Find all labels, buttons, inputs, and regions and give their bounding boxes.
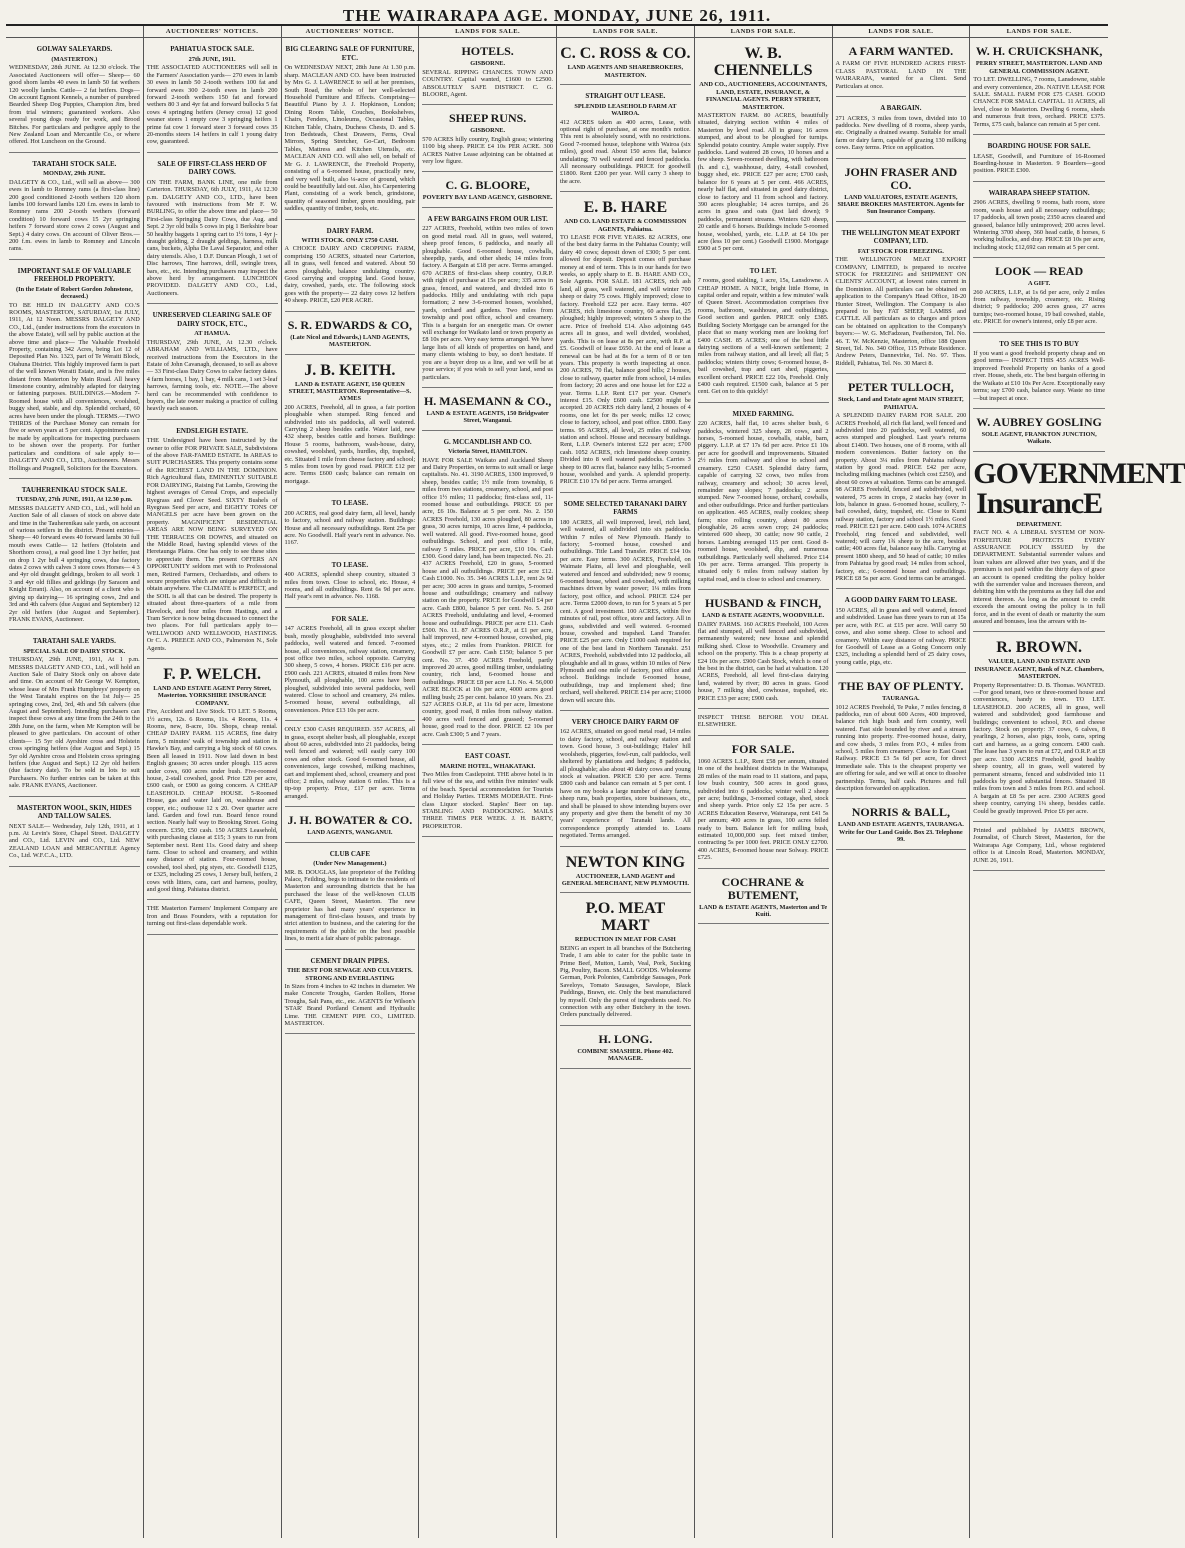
ad-title: A FEW BARGAINS FROM OUR LIST.	[427, 214, 548, 223]
ad-title: H. MASEMANN & CO.,	[423, 393, 552, 408]
advertisement	[836, 162, 967, 222]
ad-subtitle: TUESDAY, 27th JUNE, 1911, At 12.30 p.m.	[16, 496, 133, 504]
ad-title: R. BROWN.	[996, 639, 1083, 657]
column-header: AUCTIONEERS' NOTICES.	[144, 26, 281, 38]
ad-title: CEMENT DRAIN PIPES.	[310, 956, 390, 965]
advertisement	[836, 100, 967, 159]
ad-body: THE Undersigned have been instructed by the owner to offer FOR PRIVATE SALE, Subdivisions of the above FAR-FAMED ESTATE. In AREAS to SUIT PURCHASERS. This property contains some of the RICHEST LAND IN THE DOMINION. Rich Agricultural flats, EMINENTLY SUITABLE FOR DAIRYING, Raising Fat Lambs, Growing the highest averages of Cereal Crops, and especially Ryegrass and Clover Seed. SIXTY Bushels of Ryegrass Seed per acre, and EIGHTY TONS OF MANGELS per acre have been grown on the property. MAGNIFICENT RESIDENTIAL AREAS ARE NOW BEING SURVEYED ON THE TERRACES OR DOWNS, and situated on the Middle Road, having splendid views of the Heretaunga Plains. One has only to see these sites to appreciate them. The present OFFERS AN OPPORTUNITY seldom met with to Professional men, Retired Farmers, Orchardists, and others to secure properties which are unique and difficult to obtain anywhere. The CLIMATE is PERFECT, and the SOIL is all that can be desired. The property is situated about three-quarters of a mile from Havelock, and four miles from Hastings, and a Tram Service is now being discussed to connect the two places. For full particulars apply to— WELLWOOD AND WELLWOOD, HASTINGS. Or C. A. PREECE AND CO., Palmerston N., Sole Agents.	[146, 437, 278, 652]
advertisement	[147, 41, 278, 152]
ad-body: 2906 ACRES, dwelling 9 rooms, bath room, store room, wash house and all necessary outbuildings; 17 paddocks, all town posts; 2350 acres cleared and grassed, balance hilly unimproved; 200 acres level. Wintering 3700 sheep, 360 head cattle, 8 horses, 6 working bullocks, and dray. PRICE £8 10s per acre, including stock; £12,692 can remain at 5 per cent.	[973, 199, 1105, 251]
advertisement	[973, 138, 1105, 182]
ad-title: TO LEASE.	[331, 560, 369, 569]
ad-title: ENDSLEIGH ESTATE.	[176, 426, 248, 435]
ad-subtitle: AT HAMUA.	[194, 330, 231, 338]
ad-title: C. G. BLOORE,	[445, 178, 530, 193]
advertisement	[422, 211, 553, 388]
ad-body: 271 ACRES, 3 miles from town, divided into 10 paddocks. New dwelling of 8 rooms, sheep yards, etc. Originally a drained swamp. Suitable for small farm or dairy farm, capable of grazing 130 milking cows. Easy terms. Price on application.	[835, 114, 967, 152]
ad-body: LEASE, Goodwill, and Furniture of 16-Roomed Boarding-house in Masterton. 9 Boarders—good position. PRICE £300.	[973, 152, 1105, 175]
ad-body: 1012 ACRES Freehold, Te Puke, 7 miles fencing, 8 paddocks, run of about 600 Acres, 400 improved, balance rich high bush and fern country, well watered. Fast side bounded by river and a stream running into property. Five-roomed house, dairy, and cow sheds, 3 miles from P.O., 4 miles from school, 5 miles from creamery. Close to East Coast Railway. PRICE £3 5s 6d per acre, for direct immediate sale. This is the cheapest property we are offering for sale, and we will at once to dissolve partnership. Terms, half cash. Pictures and full description forwarded on application.	[835, 703, 967, 793]
ad-subtitle: SOLE AGENT, FRANKTON JUNCTION, Waikato.	[981, 430, 1097, 446]
ad-title: FOR SALE.	[731, 741, 795, 756]
advertisement	[973, 41, 1105, 135]
ad-title: H. LONG.	[598, 1031, 653, 1046]
advertisement	[422, 434, 553, 745]
ad-subtitle: AND CO. LAND ESTATE & COMMISSION AGENTS, Pahiatua.	[564, 218, 687, 233]
advertisement	[698, 712, 829, 736]
ad-body: ON THE FARM, BANK LINE, one mile from Carterton. THURSDAY, 6th JULY, 1911, At 12.30 p.m. DALGETY AND CO., LTD., have been favoured with instructions from Mr F. W. BURLING, to offer the above time and place— 50 First-class Springing Dairy Cows, due Aug. and Sept. 2 3yr old bulls 5 cows in pig 1 Berkshire boar 50 healthy baggets 1 spring cart to 1½ tons, 1 4yr j-draught gelding, 2 draught geldings, harness, milk cans, buckets, Alpha De Laval Separator, and other dairy utensils. Also, 1 D.F. Duncan Plough, 1 set of Disc harrows, Tine harrows, drill, swingle trees, bars, etc., etc. Intending purchasers may inspect the above herd by arrangement. LUNCHEON PROVIDED. DALGETY AND CO., Ltd., Auctioneers.	[146, 178, 278, 297]
advertisement	[147, 662, 278, 900]
ad-title: S. R. EDWARDS & CO,	[287, 317, 413, 332]
advertisement	[285, 223, 416, 312]
ad-title: GOLWAY SALEYARDS.	[36, 45, 113, 54]
advertisement	[698, 739, 829, 869]
ad-subtitle: LAND AGENTS AND SHAREBROKERS, MASTERTON.	[567, 64, 684, 79]
advertisement	[285, 315, 416, 355]
ad-subtitle: (MASTERTON.)	[51, 55, 98, 63]
advertisement	[285, 611, 416, 721]
advertisement	[560, 896, 691, 1025]
ad-title: UNRESERVED CLEARING SALE OF DAIRY STOCK, ETC.,	[152, 311, 272, 328]
advertisement	[9, 41, 140, 152]
ad-title: TO LEASE.	[331, 499, 369, 508]
ad-body: 1060 ACRES L.I.P., Rent £58 per annum, situated in one of the healthiest districts in the Wairarapa, 28 miles of the main road to 11 stations, and papa, low bush country, 500 acres in good grass, subdivided into 6 paddocks; winter well 2 sheep per acre; buildings, 3-roomed cottage, shed, stock and sheep yards. Price only £2 15s per acre. 5 ACRES Education Reserve, Wairarapa, rent £41 5s per annum; 400 acres in grass, 100 acres felled ready to burn. Balance left for milling bush, estimated 10,000,000 sup. feet mixed timber, contracting 5s per 1000 feet. PRICE ONLY £2700. 400 ACRES, 8-roomed house near Solway. PRICE £725.	[697, 757, 829, 862]
ad-subtitle: A GIFT.	[1027, 280, 1051, 288]
ad-body: WEDNESDAY, 28th JUNE. At 12.30 o'clock. The Associated Auctioneers will offer— Sheep— 60 good shorn lambs 40 ewes in lamb 50 fat wethers 120 woolly lambs. Cattle— 2 fat heifers. Dogs— On account Egmont Kennels, a number of purebred Bearded Sheep Dog Puppies, Champion Jim, bred from trial winners; guaranteed workers. Also several young dogs ready for work, and Brood Bitches. For particulars and pedigree apply to the New Zealand Loan and Mercantile Co., or where offered. Hot Luncheon on the Ground.	[9, 64, 140, 146]
ad-body: DALGETY & CO., Ltd., will sell as above— 300 ewes in lamb to Romney rams (a first-class line) 200 good conditioned 2-tooth wethers 120 shorn lambs 100 forward lambs 120 f.m. ewes in lamb to Romney rams 200 2-tooth wethers (forward condition) 10 forward cows 15 2yr springing heifers 7 forward store cows 2 cows (August and Sept.) 4 dairy cows. On account of Oliver Bros.— 200 f.m. ewes in lamb to Romney and Lincoln rams.	[9, 178, 140, 253]
advertisement	[560, 195, 691, 493]
advertisement	[422, 175, 553, 207]
ad-body: INSPECT THESE BEFORE YOU DEAL ELSEWHERE.	[697, 714, 829, 729]
ad-title: HUSBAND & FINCH,	[704, 596, 822, 611]
ad-body: DAIRY FARMS. 160 ACRES Freehold, 100 Acres flat and stumped, all well fenced and subdivided, permanently watered; new house and splendid milking shed. Close to Woodville. Creamery and school on the property. This is a cheap property at £24 10s per acre. £900 Cash Stock, which is one of the best in the district, can be had at valuation. 120 ACRES, Freehold, all level first-class dairying land, watered by river; 80 acres in grass. Good house, 7 milking shed, cowhouse, trapshed, etc. PRICE £33 per acre; £900 cash.	[697, 620, 829, 702]
ad-title: COCHRANE & BUTEMENT,	[721, 874, 805, 902]
advertisement	[698, 872, 829, 925]
ad-body: TO LET. DWELLING, 7 rooms, Lansdowne, stable and every convenience, 20s. NATIVE LEASE FOR SALE. SMALL FARM FOR £75 CASH. GOOD CHANCE FOR SMALL CAPITAL. 11 ACRES, all level, close to Masterton. Dwelling 6 rooms, sheds and numerous fruit trees, orchard. PRICE £375. Terms, £75 cash, balance can remain at 5 per cent.	[973, 76, 1105, 128]
ad-subtitle: AUCTIONEER, LAND AGENT and GENERAL MERCHANT, NEW PLYMOUTH.	[561, 872, 689, 887]
ad-title: GOVERNMENT InsurancE	[973, 456, 1185, 520]
ad-body: 412 ACRES taken as 400 acres, Lease, with optional right of purchase, at one month's notice. This rent is absolutely sound, with no restrictions. Good 7-roomed house, telephone with Wairoa (six miles), good road. About 150 acres flat, balance undulating; 70 well watered and fenced paddocks. All necessary outbuildings. PRICE for goodwill £1800. Rent £200 per year. Will carry 3 sheep to the acre.	[560, 118, 691, 185]
ad-title: MASTERTON WOOL, SKIN, HIDES AND TALLOW SALES.	[16, 803, 132, 821]
advertisement	[9, 800, 140, 867]
advertisement	[698, 263, 829, 403]
advertisement	[560, 850, 691, 894]
ad-title: HOTELS.	[461, 44, 514, 59]
ad-title: THE BAY OF PLENTY.	[838, 679, 964, 694]
advertisement	[560, 88, 691, 192]
ad-title: A GOOD DAIRY FARM TO LEASE.	[844, 596, 958, 605]
advertisement	[285, 495, 416, 554]
ad-title: IMPORTANT SALE OF VALUABLE FREEHOLD PROPERTY.	[17, 266, 132, 284]
column-5	[557, 26, 695, 1538]
ad-body: Property Representative: D. B. Thomas. WANTED.—For good tenant, two or three-roomed house and conveniences, handy to town. TO LET. LEASEHOLD. 200 ACRES, all in grass, well watered and subdivided; good farmhouse and buildings; convenient to school, P.O. and cheese factory. Stock on property: 37 cows, 6 calves, 8 yearlings, 2 horses, also pigs, tools, cans, spring cart and harness, as a going concern. £400 cash. The lease has 3 years to run at £72, and O.R.P. at £8 per acre. 1300 ACRES Freehold, good healthy sheep country, all in grass, well watered by permanent streams, fenced and subdivided into 11 paddocks by good substantial fences. Situated 18 miles from town and 3 miles from P.O. and school. A bargain at £8 5s per acre. 2300 ACRES good sheep country, carrying 1¼ sheep, besides cattle. Could be greatly improved. Price £6 per acre.	[973, 681, 1105, 815]
advertisement	[285, 41, 416, 219]
ad-body: 180 ACRES, all well improved, level, rich land, well watered, all subdivided into six paddocks. Within 7 miles of New Plymouth. Handy to factory; 5-roomed house, cowshed and outbuildings. Title Land Transfer. PRICE £14 10s per acre. Easy terms. 300 ACRES, Freehold, on Waimate Plains, all level and ploughable, well watered and fenced and subdivided; new 9 rooms; 6-roomed house, wheel and cowshed, with milking machines driven by water power; 1¼ miles from factory, post office, and school. PRICE £24 per acre. Terms £2000 down, to run for 5 years at 5 per cent. A good investment. 100 ACRES, within five minutes of rail, post office, store and factory. All in grass, subdivided and well watered. 6-roomed house, cowshed and trapshed. Land Transfer. PRICE £25 per acre. Only £1000 cash required for one of the best land in Northern Taranaki. 251 ACRES, Freehold, subdivided into 12 paddocks, all ploughable and all in grass, within 10 miles of New Plymouth and one mile of factory, post office and school. Buildings include 6-roomed house, outbuildings, trap and implement shed; fine orchard, well sheltered. PRICE £14 per acre; £1000 down will secure this.	[560, 518, 691, 704]
column-4	[419, 26, 557, 1538]
ad-title: G. MCCANDLISH AND CO.	[443, 437, 532, 446]
ad-body: 162 ACRES, situated on good metal road, 14 miles to dairy factory, school, and railway station and town. Good house, 3 out-buildings; Hales' hill woolsheds, piggeries, fowl-run, calf paddocks, well sheltered by plantations and hedges; 8 paddocks, all ploughable; also about 40 dairy cows and young stock at valuation. PRICE £30 per acre. Terms £800 cash and balance can remain at 5 per cent. I have on my books a large number of dairy farms, sheep runs, bush properties, store businesses, etc., and shall be pleased to show intending buyers over any property and give them the benefit of my 30 years' experience of Taranaki lands. All correspondence promptly attended to. Loans negotiated. Terms arranged.	[560, 728, 691, 840]
ad-body: 147 ACRES Freehold, all in grass except shelter bush, mostly ploughable, subdivided into several paddocks, well watered and fenced. 7-roomed house, all conveniences, railway station, creamery, post office two miles, school opposite. Carrying 300 sheep, 5 cows, 4 horses. PRICE £16 per acre. £900 cash. 221 ACRES, situated 8 miles from New Plymouth, all ploughable, 100 acres have been ploughed, subdivided into several paddocks, well watered. Close to school and creamery, 2¼ miles. 5-roomed house, several outbuildings, all conveniences. Price £13 10s per acre.	[284, 625, 416, 714]
ad-title: J. H. BOWATER & CO.	[287, 813, 413, 828]
ad-title: W. H. CRUICKSHANK,	[975, 44, 1103, 59]
advertisement	[285, 846, 416, 950]
ad-title: VERY CHOICE DAIRY FARM OF	[571, 717, 680, 726]
column-header: LANDS FOR SALE.	[970, 26, 1108, 38]
column-8	[970, 26, 1185, 1538]
ad-subtitle: LAND AGENTS, WANGANUI.	[307, 829, 393, 837]
ad-body: 570 ACRES hilly country, English grass; wintering 1100 big sheep. PRICE £4 10s PER ACRE. 300 ACRES Native Lease adjoining can be obtained at very low figure.	[422, 135, 553, 166]
advertisement	[836, 377, 967, 589]
ad-subtitle: PERRY STREET, MASTERTON. LAND AND GENERAL COMMISSION AGENT.	[975, 60, 1103, 75]
ad-body: A FARM OF FIVE HUNDRED ACRES FIRST-CLASS PASTORAL LAND IN THE WAIRARAPA, wanted for a Client. Send Particulars at once.	[835, 60, 967, 90]
advertisement	[560, 1029, 691, 1069]
ad-title: C. C. ROSS & CO.	[560, 45, 691, 63]
ad-body: HAVE FOR SALE Waikato and Auckland Sheep and Dairy Properties, on terms to suit small or large capitalists. No. 41. 3190 ACRES, 1300 improved, 9 sheep, besides cattle; 1½ mile from township, 6 miles from two stations, creamery, school, and post office 1½ miles; 11 paddocks; first-class soil, 11-roomed house and outbuildings. PRICE £6 per acre, £6 10s. Balance at 5 per cent. No. 2. 150 ACRES Freehold, 130 acres ploughed, 80 acres in grass, 30 acres turnips, 10 acres lime, 4 paddocks, well watered. All good. Five-roomed house, good outbuildings. School, and post office 1 mile, railway 5 miles. PRICE per acre, £10 10s. Cash £300. Good dairy land, has been inspected. No. 21. 437 ACRES Freehold, £20 in grass, 5-roomed house and all outbuildings. PRICE per acre £12. Cash £1000. No. 35. 346 ACRES L.I.P., rent 2s 9d per acre; 300 acres in grass and turnips, 5-roomed house and outbuildings; creamery and railway station on the property. PRICE for Goodwill £4 per acre. Cash £800, balance 5 per cent. No. 5. 260 ACRES Freehold, undulating and level, 4-roomed house and outbuildings. PRICE per acre £11. Cash £500. No. 11. 87 ACRES O.R.P., at £1 per acre, half improved, new 4-roomed house, cowshed, pig styes, etc.; 2 miles from Frankton. PRICE for Goodwill £7 per acre. Cash £150; balance 5 per cent. No. 37. 450 ACRES Freehold, partly improved 20 acres, good milling timber, undulating country, rich land, 6-roomed house and outbuildings. PRICE £8 per acre L.I. No. 4. 56,000 ACRE BLOCK at 10s per acre, 4000 acres good milling bush; 25 per cent. balance 10 years. No. 23. 527 ACRES O.R.P., at 11s 6d per acre, limestone country, good road, 8 miles from railway station. 400 acres well fenced and grassed; 5-roomed house, good road to the door. PRICE £2 10s per acre. Cash £300; 5 and 7 years.	[422, 456, 553, 738]
ad-body: THE Masterton Farmers' Implement Company are Iron and Brass Founders, with a reputation for turning out first-class dependable work.	[146, 905, 278, 928]
advertisement	[973, 455, 1185, 633]
advertisement	[973, 185, 1105, 258]
column-1	[6, 26, 144, 1538]
column-header: LANDS FOR SALE.	[419, 26, 556, 38]
ad-subtitle: LAND & ESTATE AGENTS, WOODVILLE.	[702, 612, 825, 620]
ad-body: Two Miles from Castlepoint. THE above hotel is in full view of the sea, and within five minutes' walk of the beach. Special accommodation for Tourists and Holiday Parties. TERMS MODERATE. First-class Liquor stocked. Staples' Beer on tap. STABLING AND PADDOCKING. MAILS THREE TIMES PER WEEK. J. H. BARTY, PROPRIETOR.	[422, 770, 553, 830]
ad-body: If you want a good freehold property cheap and on good terms— INSPECT THIS 455 ACRES Well-improved Freehold Property on banks of a good river. House, sheds, etc. The best bargain offering in the Waikato at £10 10s Per Acre. Exceptionally easy terms; say £700 cash, balance easy. Waste no time—but inspect at once.	[973, 350, 1105, 402]
ad-title: W. B. CHENNELLS	[713, 45, 813, 80]
advertisement	[9, 482, 140, 630]
ad-subtitle: MONDAY, 29th JUNE.	[43, 170, 106, 178]
ad-title: CLUB CAFE	[329, 849, 370, 858]
column-6	[695, 26, 833, 1538]
advertisement	[9, 156, 140, 260]
ad-body: 260 ACRES, L.I.P., at 1s 6d per acre, only 2 miles from railway, township, creamery, etc. Rising district; 9 paddocks; 200 acres grass, 27 acres turnips; two-roomed house, 19 bail cowshed, stable, etc. PRICE for owner's interest, only £8 per acre.	[973, 288, 1105, 326]
ad-title: SALE OF FIRST-CLASS HERD OF DAIRY COWS.	[157, 159, 267, 177]
ad-subtitle: LAND AND ESTATE AGENTS, TAURANGA. Write for Our Land Guide. Box 23. Telephone 99.	[837, 821, 964, 844]
advertisement	[147, 903, 278, 934]
ad-body: 7 rooms, good stabling, 1 acre, 15s, Lansdowne. A CHEAP HOME. A NICE, bright little Home, in capital order and repair, within a few minutes' walk of Queen Street. Accommodation comprises five rooms, bathroom, washhouse, and outbuildings. Good section and garden. PRICE only £385. Building Society Mortgage can be arranged for the place that so many working men are looking for! £400 CASH. 85 ACRES; one of the best little dairying sections of a well-known settlement; 2 miles from railway station, and all level; all flat; 5 paddocks; winters thirty cows; 6-roomed house, 8-bail cowshed, trap and cart shed, piggeries, excellent orchard. PRICE £22 10s, Freehold. Only £400 cash required. £1500 cash, balance at 5 per cent. Get on to this quickly!	[697, 277, 829, 396]
columns	[6, 26, 1185, 1538]
advertisement	[560, 496, 691, 711]
column-header	[6, 26, 143, 38]
ad-body: SEVERAL RIPPING CHANCES. TOWN AND COUNTRY. Capital wanted, £1600 to £2500. ABSOLUTELY SAFE DISTRICT. C. G. BLOORE, Agent.	[422, 68, 553, 99]
ad-body: BEING an expert in all branches of the Butchering Trade, I am able to cater for the public taste in Prime Beef, Mutton, Lamb, Veal, Pork, Sucking Pig, Poultry, Bacon. SMALL GOODS. Wholesome German, Pork Polonies, Cambridge Sausages, Pork Saveloys, Tomato Sausages, Savalope, Black Puddings, Brawn, etc. Only the best manufactured by myself. Only the purest of ingredients used. No connection with any other Butchery in the town. Orders punctually delivered.	[560, 944, 691, 1019]
ad-subtitle: LAND & ESTATE AGENT, 150 QUEEN STREET, MASTERTON. Representative—S. AYMES	[288, 380, 412, 403]
ad-title: P.O. MEAT MART	[585, 900, 666, 935]
ad-body: THURSDAY, 29th JUNE, At 12.30 o'clock. ABRAHAM AND WILLIAMS, LTD., have received instructions from the Executors in the Estate of John Cavanagh, deceased, to sell as above— 33 First-class Dairy Cows to calve factory dates. 4 farm horses, 1 bay, 1 bay, 4 milk cans, 1 set 3-leaf harrows, farming tools, etc. NOTE.—The above herd can be recommended with confidence to buyers, the late owner making a practice of culling heavily each season.	[146, 338, 278, 413]
ad-body: 227 ACRES, Freehold, within two miles of town on good metal road. All in grass, well watered, sheep proof fences, 6 paddocks, and nearly all ploughable. Good 6-roomed house, cowballs, sheepdip, yards, and other sheds; 14 miles from factory. A Bargain at £18 per acre. Terms arranged. 670 ACRES of first-class sheep country, O.R.P. with right of purchase at 15s per acre; 335 acres in grass, fenced, and watered, and divided into 6 paddocks. Hilly and undulating with rich papa formation; 2 new 3-6-roomed houses, woolshed, yards, orchard and gardens. Two miles from township and post office, school and creamery. This is a bargain for an energetic man. Or owner will exchange for Waikato land or town property as £8 10s per acre. Very easy terms arranged. We have large lists of all kinds of properties on hand, and many clients wishing to buy, so don't hesitate. If you are a buyer drop us a line, and we will be at your service; if you wish to sell your land, send us particulars.	[422, 225, 553, 381]
ad-title: FOR SALE.	[331, 614, 369, 623]
advertisement	[9, 633, 140, 796]
ad-title: NORRIS & BALL,	[851, 805, 951, 820]
ad-body: THE ASSOCIATED AUCTIONEERS will sell in the Farmers' Association yards— 270 ewes in lamb 30 ewes in lamb 50 2-tooth wethers 100 fat and forward ewes 300 2-tooth ewes in lamb 200 forward 2-tooth wethers 150 fat and forward wethers 80 3 and 4yr fat and forward bullocks 5 fat cows 4 springing heifers (Jersey cross) 12 good weaner steers 1 empty cow 3 springing heifers 1 prime fat cow 1 forward steer 3 forward cows 35 20-months steers 14 heifers in calf 1 young dairy cow, guaranteed.	[146, 64, 278, 146]
advertisement	[973, 825, 1105, 871]
advertisement	[836, 592, 967, 673]
ad-body: 200 ACRES, real good dairy farm, all level, handy to factory, school and railway station. Buildings: House and all necessary outbuildings. Rent 25s per acre. No Goodwill. Half year's rent in advance. No. 1167.	[284, 509, 416, 547]
ad-body: Fire, Accident and Live Stock. TO LET. 5 Rooms, 1½ acres, 12s. 6 Rooms, 11s. 4 Rooms, 11s. 4 Rooms, new, 8-acre, 10s. Shops, cheap rental. CHEAP DAIRY FARM. 115 ACRES, fine dairy farm, 5 minutes' walk of township and station in Hawke's Bay, and carrying a big stock of 60 cows. Been all leased in 1911. Now laid down in best English grasses; 30 acres under plough. 115 acres under cows, 600 acres under bush. Five-roomed house, 2-stall cowshed, good. Price £20 per acre, £600 cash, or £900 as going concern. A CHEAP LEASEHOLD. CHEAP HOUSE. 5-Roomed House, gas and water laid on, washhouse and copper, etc.; outhouse 12 x 20. Over quarter acre land. Garden and fowl run. Board fence round section. Nearly half way to Brooking Street. Going concern. £350, £50 cash. 150 ACRES Leasehold, with purchasing clause at £15; 3 years to run from September next. Rent 11s. Good dairy and sheep farm. Close to school and creamery, and within easy distance of station. Four-roomed house, cowshed, tool shed, pig styes, etc. Goodwill £125, or £325, including 25 cows, 1 Jersey bull, heifers, 2 cows with litters, cans, cart and harness, poultry, and good thing. Pahiatua district.	[146, 708, 278, 893]
advertisement	[698, 406, 829, 590]
ad-title: BIG CLEARING SALE OF FURNITURE, ETC.	[285, 45, 415, 62]
ad-title: JOHN FRASER AND CO.	[844, 164, 958, 192]
masthead: THE WAIRARAPA AGE. MONDAY, JUNE 26, 1911.	[6, 4, 1108, 26]
ad-title: TARATAHI STOCK SALE.	[32, 159, 117, 168]
ad-body: NEXT SALE— Wednesday, July 12th, 1911, at 1 p.m. At Levin's Store, Chapel Street. DALGETY and CO., Ltd. LEVIN and CO., Ltd. NEW ZEALAND LOAN and MERCANTILE Agency Co., Ltd. W.F.C.A., LTD.	[9, 822, 140, 860]
ad-subtitle: THE BEST FOR SEWAGE AND CULVERTS. STRONG AND EVERLASTING	[286, 967, 413, 982]
ad-title: J. B. KEITH.	[304, 361, 396, 379]
ad-title: F. P. WELCH.	[163, 666, 261, 684]
ad-title: TO LET.	[749, 266, 777, 275]
ad-body: 220 ACRES, half flat, 10 acres shelter bush, 6 paddocks, wintered 325 sheep, 28 cows, and 2 horses, 5-roomed house, cowballs, stable, barn, piggery. L.I.P. at £7 17s 6d per acre. Price £1 10s per acre for goodwill and improvements. Situated 2½ miles from railway and close to school and creamery. £250 CASH. Splendid dairy farm, capable of carrying 32 cows, two miles from railway, creamery and school; 30 acres level, remainder easy slopes; 7 paddocks; 2 acres stumped. New 7-roomed house, orchard, cowballs, and other outbuildings. Price and further particulars on application. 465 ACRES, really cookies; sheep farm; nice rolling country, about 80 acres ploughable, 26 acres sown crop; 24 paddocks; wintered 600 sheep, 30 cattle; now 90 cattle, 2 horses. Lambing averaged 115 per cent. Good 8-roomed house, woolshed, dip, and numerous outbuildings. Particularly well sheltered. Price £14 10s per acre. Terms arranged. This property is situated only 6 miles from railway station by capital road, and is close to school and creamery.	[697, 420, 829, 583]
ad-body: 400 ACRES, splendid sheep country, situated 3 miles from town. Close to school, etc. House, 4 rooms, and all outbuildings. Rent 6s 9d per acre. Half year's rent in advance. No. 1168.	[284, 571, 416, 601]
ad-subtitle: LAND VALUATORS, ESTATE AGENTS, SHARE BROKERS MASTERTON. Agents for Sun Insurance Company.	[837, 193, 965, 216]
ad-title: BOARDING HOUSE FOR SALE.	[987, 142, 1091, 151]
ad-subtitle: Stock, Land and Estate agent MAIN STREET, PAHIATUA.	[838, 396, 964, 411]
ad-body: Printed and published by JAMES BROWN, Journalist, of Church Street, Masterton, for the Wairarapa Age Company, Ltd., whose registered office is at Lincoln Road, Masterton. MONDAY, JUNE 26, 1911.	[973, 826, 1105, 864]
ad-title: SOME SELECTED TARANAKI DAIRY FARMS	[563, 499, 688, 517]
advertisement	[698, 41, 829, 259]
ad-subtitle: (In the Estate of Robert Gordon Johnstone, deceased.)	[16, 285, 133, 301]
advertisement	[422, 748, 553, 837]
ad-subtitle: (Late Nicol and Edwards,) LAND AGENTS, MASTERTON.	[290, 333, 410, 349]
advertisement	[285, 358, 416, 493]
advertisement	[422, 391, 553, 431]
ad-body: 150 ACRES, all in grass and well watered, fenced and subdivided. Lease has three years to run at 15s per acre, with P.C. at £15 per acre. Will carry 50 cows, and also some sheep. Close to school and creamery. Within easy distance of railway. PRICE for Goodwill of Lease as a Going Concern only £325, including a splendid herd of 25 dairy cows, young cattle, pigs, etc.	[835, 606, 967, 666]
column-header: LANDS FOR SALE.	[833, 26, 970, 38]
advertisement	[973, 635, 1105, 822]
ad-subtitle: WITH STOCK. ONLY £750 CASH.	[301, 237, 399, 245]
advertisement	[973, 261, 1105, 332]
ad-body: FACT NO. 4. A LIBERAL SYSTEM OF NON-FORFEITURE PROTECTS EVERY ASSURANCE POLICY ISSUED by the DEPARTMENT. Substantial surrender values and loan values are allowed after two years, and if the premium is not paid within the thirty days of grace an account is opened crediting the policy holder with the surrender value and increases thereon, and debiting him with the premiums as they fall due and interest thereon. As long as the amount to credit exceeds the amount owing the policy is in full force, and in the event of death or maturity the sum assured and bonuses, less the arrears with in-	[973, 529, 1105, 625]
ad-subtitle: VALUER, LAND AND ESTATE AND INSURANCE AGENT, Bank of N.Z. Chambers, MASTERTON.	[974, 658, 1104, 681]
ad-subtitle: REDUCTION IN MEAT FOR CASH	[574, 936, 676, 944]
advertisement	[422, 41, 553, 105]
ad-body: THE WELLINGTON MEAT EXPORT COMPANY, LIMITED, is prepared to receive STOCK for FREEZING and SHIPMENT ON CLIENTS' ACCOUNT, at lowest rates current in the Dominion. All particulars can be obtained on application to the Company's Head Office, 18-20 Hunter Street, Wellington. The Company is also prepared to buy FAT SHEEP, LAMBS and CATTLE. All particulars as to charges and prices can be obtained on application to the Company's buyers:— W. G. McFadzean, Featherston, Tel. No. 46. T. W. McKenzie, Masterton, office 188 Queen Street, Tel. No. 340 Office, 115 Private Residence. Andrew Peters, Dannevirke, Tel. No. 97. Thos. Riddell, Pahiatua, Tel. No. 30 Marci 8.	[835, 256, 967, 367]
ad-body: A SPLENDID DAIRY FARM FOR SALE. 200 ACRES Freehold, all rich flat land, well fenced and subdivided into 20 paddocks, well watered, 60 acres stumped and ploughed. Last year's returns about £1400. Two houses, one of 8 rooms, with all modern conveniences. Butter factory on the property. About 3¼ miles from Pahiatua railway station by good road. PRICE £42 per acre, including milking machines (which cost £250), and about 60 cows at valuation. Terms can be arranged. 98 ACRES Freehold, fenced and subdivided, well watered, 75 acres in crops, 2 stacks hay (over in lots, balance in grass. 6-roomed house, scullery, 7-bail cowshed, dairy, trapshed, etc. Close to Kumi railway station, factory and school 1½ miles. Good road. PRICE £21 per acre. £400 cash. 1074 ACRES Freehold, ring fenced and subdivided, well watered; will carry 1¾ sheep to the acre, besides cattle; 400 acres flat, balance easy hills. Carrying at present 1800 sheep, and 50 head of cattle; 10 miles from Pahiatua by good road; 14 miles from school, factory, etc.; 6-roomed house and outbuildings. PRICE £8 5s per acre. Good terms can be arranged.	[835, 412, 967, 583]
ad-body: In Sizes from 4 inches to 42 inches in diameter. We make Concrete Troughs, Garden Rollers, Horse Troughs, Salt Pans, etc., etc. AGENTS for Wilson's 'STAR' Brand Portland Cement and Hydraulic Lime. THE CEMENT PIPE CO., LIMITED. MASTERTON.	[284, 982, 416, 1027]
ad-title: PAHIATUA STOCK SALE.	[170, 45, 255, 54]
column-3	[282, 26, 420, 1538]
ad-title: W. AUBREY GOSLING	[976, 414, 1102, 429]
ad-subtitle: AND CO., AUCTIONEERS, ACCOUNTANTS, LAND, ESTATE, INSURANCE, & FINANCIAL AGENTS. PERRY STREET, MASTERTON.	[699, 81, 827, 111]
ad-title: WAIRARAPA SHEEP STATION.	[988, 188, 1090, 197]
column-header: AUCTIONEERS' NOTICE.	[282, 26, 419, 38]
advertisement	[147, 307, 278, 419]
ad-body: TO BE HELD IN DALGETY AND CO.'S ROOMS, MASTERTON, SATURDAY, 1st JULY, 1911, At 12 Noon. MESSRS DALGETY AND CO., Ltd., (under instructions from the executors in the above Estate), will sell by public auction at the above time and place— The Valuable Freehold Property, containing 342 Acres, being Lot 12 of Deposited Plan No. 1323, part of Te Weraiti Block, Otahuna District. This highly improved farm is part of the well known Weraiti Estate, and is five miles distant from Masterton by Main Road. All heavy limestone country, admirably adapted for dairying or fattening purposes. BUILDINGS.—Modern 7-Roomed house with all conveniences, woolshed, buggy shed, stable, and dip. Splendid orchard, 60 acres have been under the plough. TERMS.—TWO THIRDS of the Purchase Money can remain for five or seven years at 5 per cent. Appointments can be made by applications for inspecting purchasers to be shown over the property. For further particulars and conditions of sale apply to— DALGETY AND CO., LTD., Auctioneers. Messrs Hollings and Pragnell, Solicitors for the Executors.	[9, 301, 140, 472]
ad-title: EAST COAST.	[464, 752, 511, 761]
ad-title: E. B. HARE	[583, 199, 668, 217]
advertisement	[560, 714, 691, 847]
ad-body: On WEDNESDAY NEXT, 28th June At 1.30 p.m. sharp. MACLEAN AND CO. have been instructed by Mrs G. J. LAWRENCE to sell at her premises, South Road, the whole of her well-selected Household Furniture and Effects. Comprising—Beautiful Piano by J. J. Hopkinson, London; Dining Room Table, Couches, Bookshelves, Chairs, Fenders, Linoleums, Occasional Tables, Kitchen Table, Chairs, Duchess Chests, D. and S. Iron Bedsteads, Chest Drawers, Ferns, Oval Mirrors, Spring Stretcher, Go-Cart, Bedroom Tables, Mattress and Kitchen Utensils, etc. MACLEAN AND CO. will also sell, on behalf of Mr G. J. LAWRENCE, the Freehold Property, consisting of a 6-roomed house, practically new, and very well built, also ¼-acre of ground, which could be beautifully laid out. Also, his Carpentering Plant, consisting of a work bench, grindstone, quantity of seasoned timber, green moulding, pair saddles, quantity of timber, tools, etc.	[284, 64, 416, 213]
advertisement	[285, 557, 416, 608]
advertisement	[836, 41, 967, 97]
ad-body: TO LEASE FOR FIVE YEARS. 82 ACRES, one of the best dairy farms in the Pahiatua County; will dairy 40 cows; deposit down of £300; 5 per cent. allowed for deposit. Deposit comes off purchase money at end of term. This is in our hands for two weeks, so apply sharp to E. B. HARE AND CO., Sole Agents. FOR SALE. 181 ACRES, rich ash land, all grass, well watered, and will winter 700 sheep or dairy 75 cows. Highly improved; close to factory. Freehold £22 per acre. Easy terms. 407 ACRES, rich limestone country, 60 acres flat, 25 ploughed; highly improved; winters 5 sheep to the acre. Price of freehold £14. Also adjoining 645 acres all in grass, and well divided, woolshed, yards. This is on lease at 8s per acre, with R.P. at £5. Goodwill of lease £650. At the end of lease a renewal can be had at 8s for a term of 8 or ten years. This property is worth inspecting at once. 200 ACRES, 70 flat, balance good hills; 2 houses, close to railway, quarter mile from school, 14 miles from factory; 20 acres and one house let for £22 a year. Terms L.I.P. Rent £17 per year. Owner's interest £15. Only £600 cash. £2500 might be accepted. 20 ACRES rich dairy land, 2 houses of 4 rooms, one let for 8s per week; milks 12 cows; close to factory, school, and post office. £800. Easy terms. 95 ACRES, all level, 25 miles of railway station and school. House and necessary buildings. Rent, L.I.P. Owner's interest £22 per acre; £700 cash. 1052 ACRES, rich limestone sheep country. Divided into 8 well watered paddocks. Carries 3 sheep to 80 acres flat, balance easy hills; 5-roomed house, woolshed and yards. A splendid property. PRICE £10 17s 6d per acre. Terms arranged.	[560, 234, 691, 486]
ad-title: MIXED FARMING.	[732, 409, 794, 418]
advertisement	[973, 412, 1105, 452]
ad-body: MR. B. DOUGLAS, late proprietor of the Feilding Palace, Feilding, begs to intimate to the residents of Masterton and surrounding districts that he has purchased the lease of the well-known CLUB CAFE, Queen Street, Masterton. The new proprietor has had many years' experience in management of first-class houses, and trusts by strict attention to business, and the catering for the requirements of the public on the best possible lines, to merit a fair share of public patronage.	[284, 868, 416, 943]
ad-body: THURSDAY, 29th JUNE, 1911, At 1 p.m. MESSRS DALGETY AND CO., Ltd., will hold an Auction Sale of Dairy Stock only on above date and time. On account of Mr George W. Kempton, whose lease of Mrs Frank Humphreys' property on the West Taratahi expires on the 1st July— 25 springing cows, 2nd, 3rd, 4th and 5th calvers (due August and September). Intending purchasers can inspect these cows at any time from the 24th to the 28th June, on the farm, when Mr Kempton will be pleased to give particulars. On account of other clients— 15 5yr old Ayrshire cross and Holstein cross springing heifers (due August and Sept.) 15 5yr old Ayrshire cross and Holstein cross springing heifers (due August and Sept.) 12 2yr old heifers (due factory date). To be sold in lots to suit Purchasers. No further entries can be taken at this sale. FRANK EVANS, Auctioneer.	[9, 656, 140, 790]
ad-subtitle: FAT STOCK FOR FREEZING.	[857, 247, 944, 255]
column-2	[144, 26, 282, 1538]
ad-body: 200 ACRES, Freehold, all in grass, a fair portion ploughable when stumped. Ring fenced and subdivided into six paddocks, all well watered. Carrying 2 sheep besides cattle. Water laid, new 432 sheep, besides cattle and horses. Buildings: House 5 rooms, bathroom, wash-house, dairy, cowshed, woolshed, yards, hurdles, dip, trapshed, etc. Situated 1 mile from cheese factory and school; 5 miles from town by good road. PRICE £12 per acre. Terms £600 cash; balance can remain on mortgage.	[284, 403, 416, 485]
ad-subtitle: LAND AND ESTATE AGENT Perry Street, Masterton. YORKSHIRE INSURANCE COMPANY.	[153, 685, 272, 707]
ad-subtitle: DEPARTMENT.	[1016, 520, 1062, 528]
ad-body: MESSRS DALGETY AND CO., Ltd., will hold an Auction Sale of all classes of stock on above date and time in the Tauherenikau sale yards, on account of various settlers in the district. Present entries— Sheep— 40 forward ewes 40 forward lambs 30 full mouth ewes Cattle— 12 heifers (Holstein and Shorthorn cross), a real good line 1 3yr heifer, just on drop 1 2yr bull 4 springing cows, due factory dates 2 cows with calves 3 store cows Horses— 4 3 and 4yr old draught geldings, broken to all work 1 3 and 4yr old fillies and geldings (by Saracen and Knight Errant). Also, on account of a client who is giving up dairying— 16 springing cows, 2nd and 3rd and 4th calvers (due August and September) 12 2yr old heifers (due August and September). FRANK EVANS, Auctioneer.	[9, 504, 140, 623]
advertisement	[973, 336, 1105, 409]
ad-body: A CHOICE DAIRY AND CROPPING FARM, comprising 150 ACRES, situated near Carterton, all in grass, well fenced and watered. About 50 acres ploughable, balance undulating country. Good carrying and cropping land. Good house, dairy, cowshed, yards, etc. The following stock goes with the property— 22 dairy cows 12 heifers 40 sheep. PRICE, £20 PER ACRE.	[284, 245, 416, 305]
advertisement	[285, 724, 416, 807]
column-header: LANDS FOR SALE.	[695, 26, 832, 38]
advertisement	[422, 108, 553, 172]
ad-title: PETER TULLOCH,	[847, 380, 954, 395]
ad-subtitle: SPECIAL SALE OF DAIRY STOCK.	[23, 647, 126, 655]
advertisement	[147, 156, 278, 305]
ad-title: LOOK — READ	[995, 264, 1084, 279]
ad-subtitle: POVERTY BAY LAND AGENCY, GISBORNE.	[422, 194, 553, 202]
ad-subtitle: SPLENDID LEASEHOLD FARM AT WAIROA.	[574, 102, 677, 118]
advertisement	[836, 802, 967, 849]
advertisement	[285, 810, 416, 842]
ad-subtitle: LAND & ESTATE AGENTS, Masterton and Te Kuiti.	[699, 903, 828, 918]
advertisement	[9, 263, 140, 479]
ad-subtitle: (Under New Management.)	[313, 860, 387, 868]
ad-title: TARATAHI SALE YARDS.	[32, 637, 116, 646]
ad-title: TO SEE THIS IS TO BUY	[999, 339, 1080, 348]
ad-subtitle: LAND & ESTATE AGENTS, 150 Bridgwater Street, Wanganui.	[426, 409, 549, 425]
ad-subtitle: Victoria Street, HAMILTON.	[448, 448, 528, 456]
column-header: LANDS FOR SALE.	[557, 26, 694, 38]
ad-subtitle: GISBORNE.	[470, 127, 506, 135]
advertisement	[285, 953, 416, 1035]
ad-subtitle: GISBORNE.	[470, 60, 506, 68]
advertisement	[560, 41, 691, 85]
ad-subtitle: TAURANGA.	[882, 695, 920, 703]
advertisement	[698, 593, 829, 709]
ad-title: A BARGAIN.	[880, 104, 922, 113]
ad-title: NEWTON KING	[565, 853, 686, 871]
ad-subtitle: COMBINE SMASHER. Phone 402. MANAGER.	[577, 1047, 674, 1063]
column-7	[833, 26, 971, 1538]
ad-title: STRAIGHT OUT LEASE.	[585, 92, 666, 101]
ad-title: DAIRY FARM.	[326, 226, 374, 235]
advertisement	[836, 676, 967, 799]
advertisement	[147, 423, 278, 659]
ad-subtitle: MARINE HOTEL, WHAKATAKI.	[440, 762, 536, 770]
advertisement	[836, 225, 967, 375]
ad-body: ONLY £300 CASH REQUIRED. 357 ACRES, all in grass, except shelter bush, all ploughable, except about 60 acres, subdivided into 21 paddocks, being well fenced and watered; will easily carry 100 cows and other stock. Good 6-roomed house, all conveniences, large cowshed, milking machines, cart and implement shed, school, creamery and post office; 2 miles, railway station 6 miles. This is a tip-top property. Price, £17 per acre. Terms arranged.	[284, 726, 416, 800]
ad-title: SHEEP RUNS.	[448, 111, 527, 126]
ad-title: THE WELLINGTON MEAT EXPORT COMPANY, LTD.	[841, 228, 961, 246]
ad-subtitle: 27th JUNE, 1911.	[188, 55, 236, 63]
ad-title: A FARM WANTED.	[848, 44, 954, 59]
ad-title: TAUHERENIKAU STOCK SALE.	[21, 485, 128, 494]
ad-body: MASTERTON FARM. 80 ACRES, beautifully situated, dairying section within 4 miles of Masterton by level road. All in grass; 16 acres stumped, and about to be ploughed for turnips. Splendid potato country. Ample water supply. Five paddocks. Land watered 28 cows, 10 horses and a few sheep. Seven-roomed dwelling, with bathroom (h. and c.), washhouse, dairy, 4-stall cowshed, buggy shed, etc. PRICE £27 per acre; £700 cash, balance for 6 years at 5 per cent. 466 ACRES, nearly half flat, and situated in good dairy district, close to factory and 11 from school and factory. 390 acres ploughable; 14 acres turnips, and 26 acres in grass and oats (just laid down); 9 paddocks, permanent streams. Winters 620 sheep, 20 cattle and 6 horses. Buildings include 5-roomed house, woolshed, yards, etc. L.I.P. at £4 10s per acre (less 10 per cent.) Goodwill £1900. Mortgage £900 at 5 per cent.	[697, 112, 829, 253]
